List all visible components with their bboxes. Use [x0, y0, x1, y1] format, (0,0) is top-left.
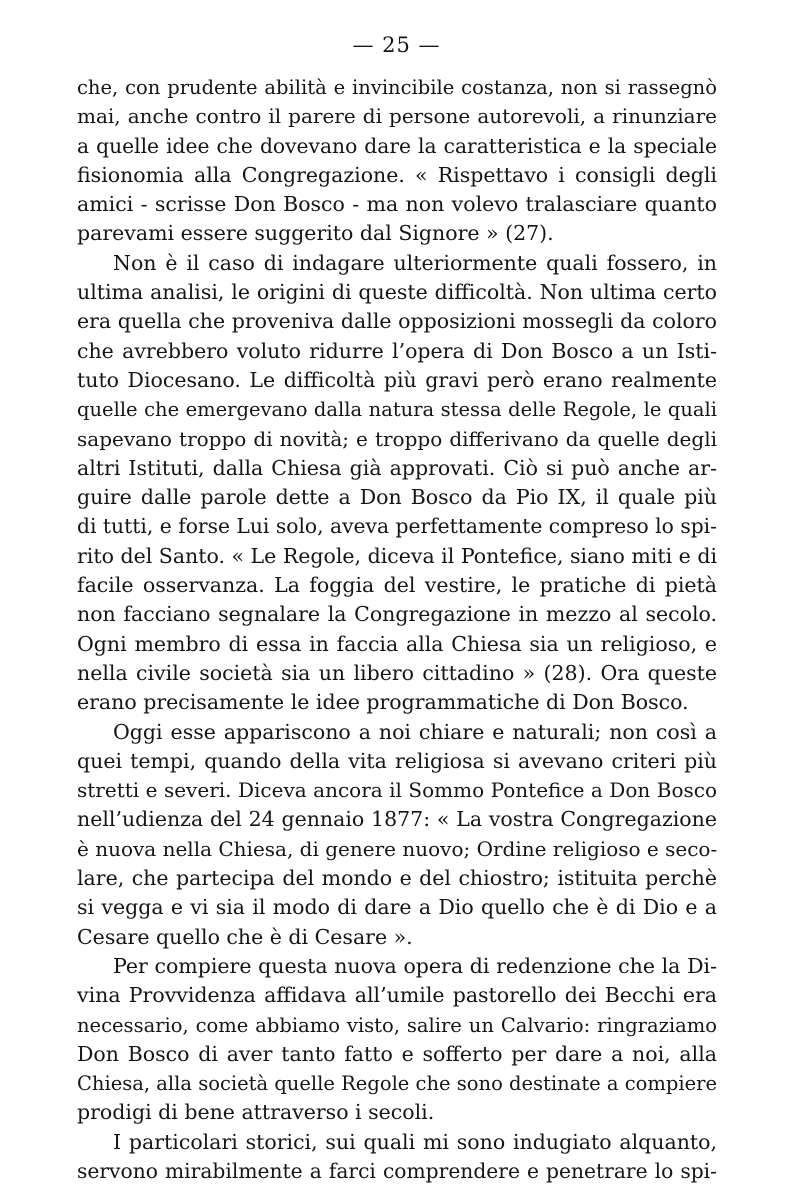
text-line: altri Istituti, dalla Chiesa già approvati. Ciò si può anche ar- — [77, 455, 717, 480]
text-line: Don Bosco di aver tanto fatto e sofferto per dare a noi, alla — [77, 1041, 717, 1066]
text-line: ultima analisi, le origini di queste difficoltà. Non ultima certo — [77, 280, 717, 305]
text-line: era quella che proveniva dalle opposizioni mossegli da coloro — [77, 309, 717, 334]
text-line: parevami essere suggerito dal Signore » (27). — [77, 221, 554, 246]
text-line: Chiesa, alla società quelle Regole che sono destinate a compiere — [77, 1072, 717, 1096]
text-line: amici - scrisse Don Bosco - ma non volevo tralasciare quanto — [77, 192, 717, 217]
text-line: rito del Santo. « Le Regole, diceva il Pontefice, siano miti e di — [77, 543, 718, 568]
text-line: sapevano troppo di novità; e troppo differivano da quelle degli — [77, 426, 717, 451]
text-line: Per compiere questa nuova opera di redenzione che la Di- — [113, 953, 717, 978]
text-line: fisionomia alla Congregazione. « Rispettavo i consigli degli — [77, 162, 717, 187]
text-line: a quelle idee che dovevano dare la caratteristica e la speciale — [77, 133, 717, 158]
text-line: quelle che emergevano dalla natura stessa delle Regole, le quali — [77, 398, 717, 422]
text-line: si vegga e vi sia il modo di dare a Dio quello che è di Dio e a — [77, 895, 717, 920]
text-line: quei tempi, quando della vita religiosa si avevano criteri più — [77, 748, 717, 773]
text-line: erano precisamente le idee programmatiche di Don Bosco. — [77, 690, 689, 715]
text-line: che, con prudente abilità e invincibile costanza, non si rassegnò — [77, 76, 717, 99]
text-line: facile osservanza. La foggia del vestire, le pratiche di pietà — [77, 573, 717, 598]
text-line: Non è il caso di indagare ulteriormente quali fossero, in — [113, 250, 717, 275]
page-number: — 25 — — [352, 33, 441, 57]
text-line: stretti e severi. Diceva ancora il Sommo Pontefice a Don Bosco — [77, 778, 717, 803]
text-line: è nuova nella Chiesa, di genere nuovo; Ordine religioso e seco- — [77, 836, 718, 861]
text-line: vina Provvidenza affidava all’umile pastorello dei Becchi era — [77, 983, 717, 1008]
text-line: mai, anche contro il parere di persone autorevoli, a rinunziare — [77, 104, 717, 129]
text-line: guire dalle parole dette a Don Bosco da Pio IX, il quale più — [77, 485, 717, 510]
body-text — [77, 73, 717, 1186]
text-line: non facciano segnalare la Congregazione in mezzo al secolo. — [77, 602, 717, 627]
text-line: Cesare quello che è di Cesare ». — [77, 924, 413, 949]
text-line: che avrebbero voluto ridurre l’opera di Don Bosco a un Isti- — [77, 338, 717, 363]
text-line: prodigi di bene attraverso i secoli. — [77, 1100, 435, 1125]
text-line: I particolari storici, sui quali mi sono indugiato alquanto, — [113, 1129, 717, 1154]
text-line: lare, che partecipa del mondo e del chiostro; istituita perchè — [77, 866, 717, 891]
text-line: necessario, come abbiamo visto, salire un Calvario: ringraziamo — [77, 1013, 717, 1037]
text-line: servono mirabilmente a farci comprendere e penetrare lo spi- — [77, 1158, 717, 1183]
text-line: Oggi esse appariscono a noi chiare e naturali; non così a — [113, 719, 717, 744]
text-line: nella civile società sia un libero cittadino » (28). Ora queste — [77, 660, 717, 685]
text-line: nell’udienza del 24 gennaio 1877: « La vostra Congregazione — [77, 807, 717, 832]
text-line: tuto Diocesano. Le difficoltà più gravi però erano realmente — [77, 367, 717, 392]
text-line: Ogni membro di essa in faccia alla Chiesa sia un religioso, e — [77, 631, 717, 656]
text-line: di tutti, e forse Lui solo, aveva perfettamente compreso lo spi- — [77, 514, 717, 539]
